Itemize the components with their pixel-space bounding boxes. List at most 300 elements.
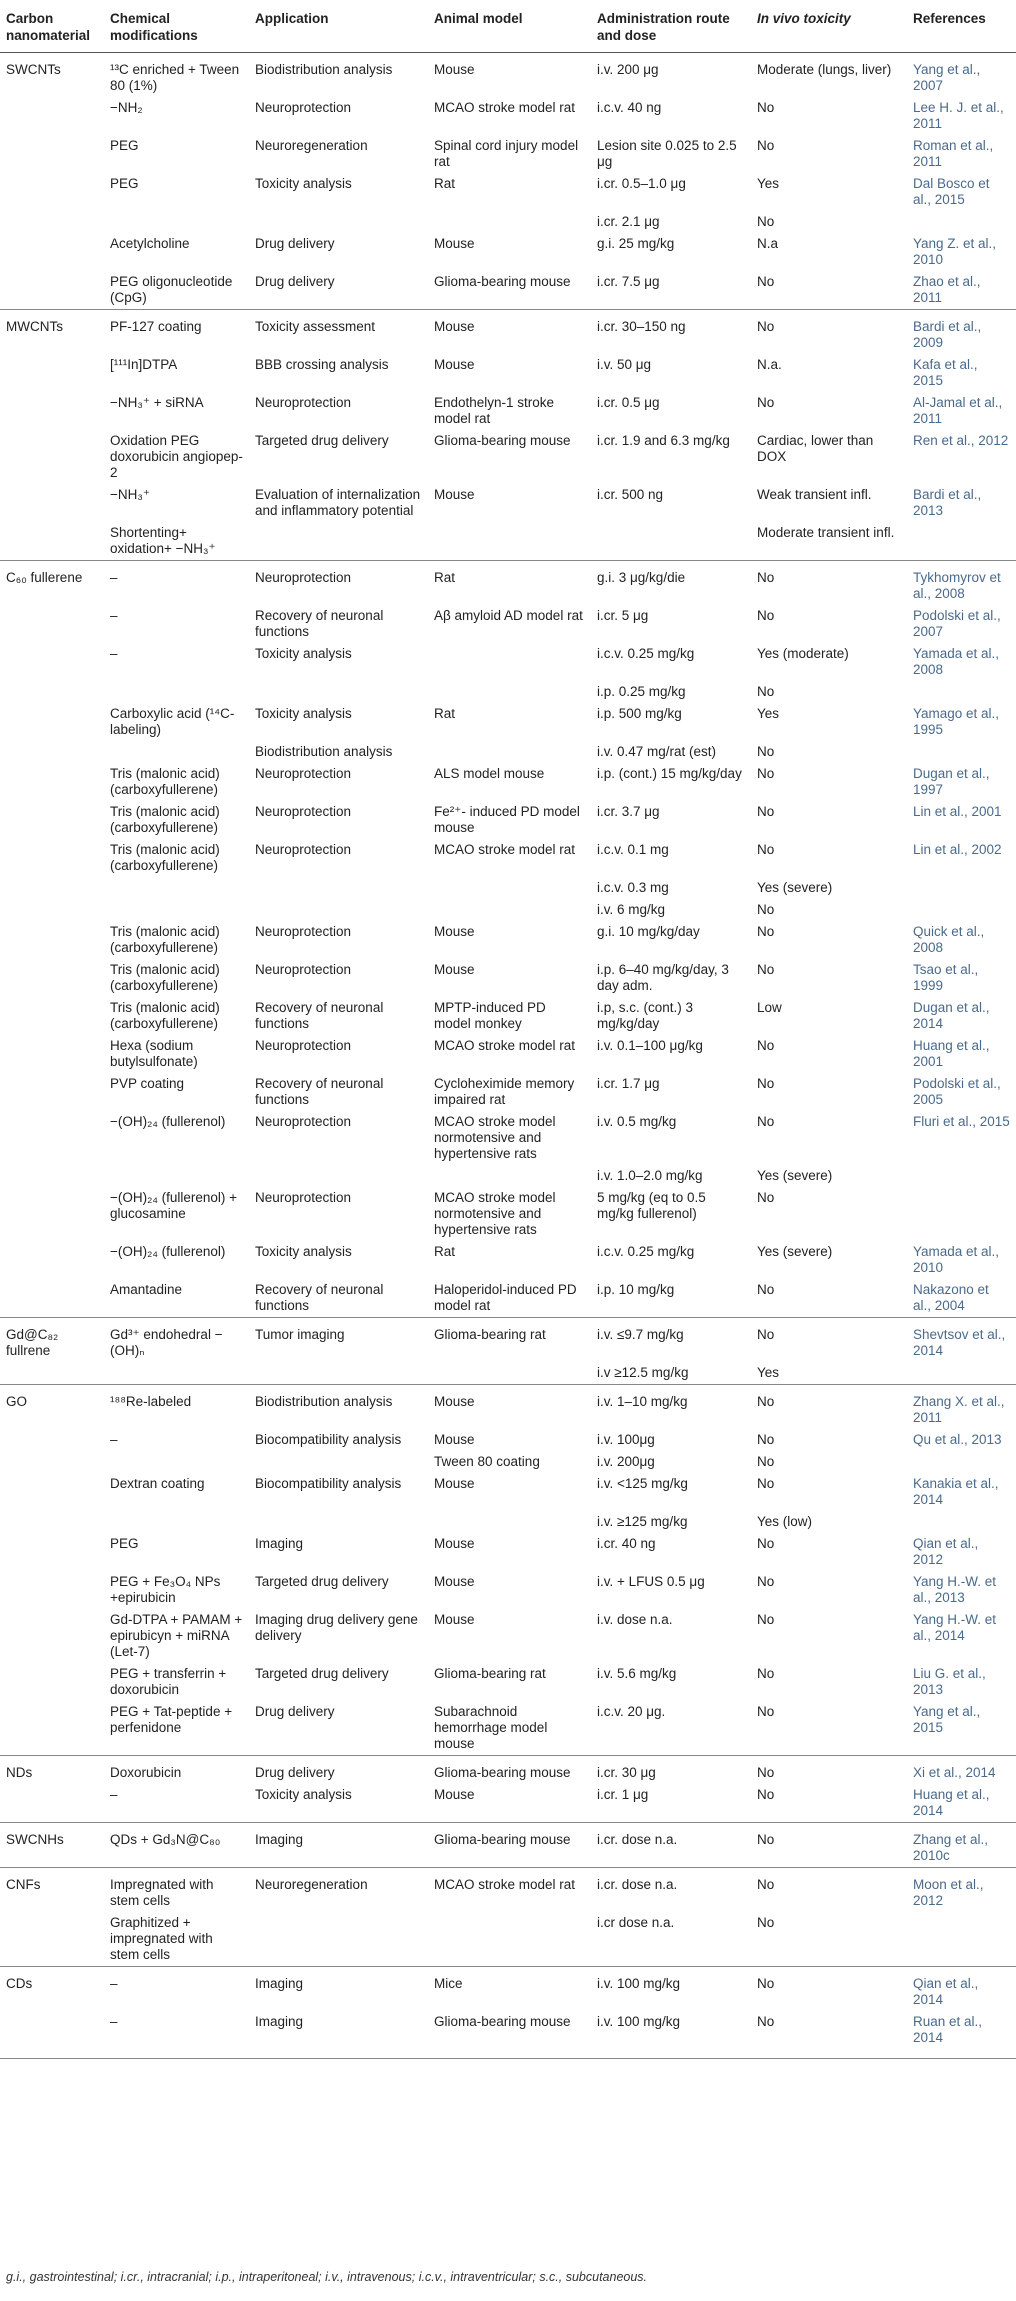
- cell-animal-model: Mice: [428, 1967, 591, 2012]
- cell-material: [0, 2011, 104, 2059]
- cell-material: [0, 1609, 104, 1663]
- cell-animal-model: Spinal cord injury model rat: [434, 138, 579, 169]
- cell-modification: –: [104, 561, 249, 606]
- cell-modification: [104, 1511, 249, 1533]
- table-row: [0, 703, 1016, 741]
- cell-application: Imaging: [249, 2011, 428, 2059]
- cell-material: SWCNHs: [0, 1823, 104, 1868]
- cell-animal-model: Rat: [434, 1244, 456, 1259]
- cell-modification: Carboxylic acid (¹⁴C-labeling): [110, 706, 235, 737]
- cell-material: [0, 1533, 104, 1571]
- cell-reference[interactable]: Zhang et al., 2010c: [907, 1823, 1016, 1868]
- cell-application: Neuroregeneration: [255, 138, 368, 153]
- table-row: [0, 1663, 1016, 1701]
- cell-application: Recovery of neuronal functions: [255, 1000, 384, 1031]
- cell-material: [0, 763, 104, 801]
- cell-application: Targeted drug delivery: [255, 1666, 389, 1681]
- col-header-material: Carbon nanomaterial: [0, 0, 104, 53]
- cell-modification: Graphitized + impregnated with stem cells: [110, 1915, 213, 1962]
- cell-application: Biodistribution analysis: [255, 62, 393, 77]
- table-row: [0, 1533, 1016, 1571]
- table-row: [0, 211, 1016, 233]
- cell-toxicity: No: [757, 1282, 775, 1297]
- cell-administration: i.c.v. 0.3 mg: [597, 880, 669, 895]
- cell-administration: i.p. 10 mg/kg: [597, 1282, 675, 1297]
- cell-animal-model: Cycloheximide memory impaired rat: [434, 1076, 575, 1107]
- cell-toxicity: Yes (severe): [757, 1244, 833, 1259]
- cell-administration: i.p. 500 mg/kg: [597, 706, 682, 721]
- table-row: [0, 921, 1016, 959]
- cell-reference[interactable]: Lin et al., 2002: [913, 842, 1002, 857]
- cell-reference[interactable]: Shevtsov et al., 2014: [907, 1318, 1016, 1363]
- cell-application: Recovery of neuronal functions: [255, 1076, 384, 1107]
- table-row: [0, 877, 1016, 899]
- cell-modification: −(OH)₂₄ (fullerenol) + glucosamine: [110, 1190, 238, 1221]
- cell-material: [0, 1473, 104, 1511]
- table-footnote: g.i., gastrointestinal; i.cr., intracranial; i.p., intraperitoneal; i.v., intravenous; i.c.v., intraventricular; s.c., subcutaneous.: [6, 2270, 648, 2284]
- cell-material: [0, 1451, 104, 1473]
- cell-modification: QDs + Gd₃N@C₈₀: [104, 1823, 249, 1868]
- cell-application: Toxicity analysis: [255, 646, 352, 661]
- cell-modification: Tris (malonic acid) (carboxyfullerene): [110, 1000, 220, 1031]
- cell-material: [0, 522, 104, 561]
- cell-reference[interactable]: Bardi et al., 2013: [913, 487, 982, 518]
- cell-animal-model: Tween 80 coating: [434, 1454, 540, 1469]
- cell-reference[interactable]: Yang Z. et al., 2010: [913, 236, 997, 267]
- cell-animal-model: MCAO stroke model normotensive and hypertensive rats: [434, 1190, 556, 1237]
- cell-modification: PEG + Fe₃O₄ NPs +epirubicin: [110, 1574, 221, 1605]
- cell-toxicity: Weak transient infl.: [757, 487, 872, 502]
- cell-modification: −NH₃⁺: [110, 487, 151, 502]
- table-row: [0, 310, 1016, 355]
- cell-administration: i.cr. 0.5–1.0 μg: [597, 176, 686, 191]
- cell-modification: PEG: [110, 176, 139, 191]
- cell-administration: i.v. 50 μg: [597, 357, 652, 372]
- cell-material: C₆₀ fullerene: [0, 561, 104, 606]
- cell-application: Biocompatibility analysis: [255, 1476, 402, 1491]
- cell-administration: i.cr. 1 μg: [597, 1787, 649, 1802]
- cell-material: [0, 354, 104, 392]
- cell-application: Neuroprotection: [255, 766, 352, 781]
- cell-animal-model: [428, 1165, 591, 1187]
- cell-administration: i.c.v. 0.25 mg/kg: [597, 1244, 695, 1259]
- cell-material: [0, 1912, 104, 1967]
- cell-modification: PEG: [110, 1536, 139, 1551]
- table-row: [0, 1756, 1016, 1785]
- cell-material: [0, 1511, 104, 1533]
- cell-toxicity: No: [757, 1666, 775, 1681]
- cell-application: Neuroprotection: [255, 962, 352, 977]
- cell-administration: i.cr. 40 ng: [597, 1536, 656, 1551]
- cell-material: Gd@C₈₂ fullrene: [0, 1318, 104, 1363]
- cell-reference[interactable]: Podolski et al., 2007: [913, 608, 1001, 639]
- cell-animal-model: Mouse: [434, 1432, 475, 1447]
- cell-modification: ¹³C enriched + Tween 80 (1%): [110, 62, 240, 93]
- cell-administration: i.cr. 500 ng: [597, 487, 664, 502]
- cell-material: [0, 643, 104, 681]
- cell-toxicity: No: [757, 100, 775, 115]
- table-row: [0, 271, 1016, 310]
- col-header-toxicity: In vivo toxicity: [751, 0, 907, 53]
- cell-toxicity: No: [757, 684, 775, 699]
- cell-toxicity: No: [751, 310, 907, 355]
- cell-administration: i.v. 200μg: [597, 1454, 655, 1469]
- cell-reference[interactable]: Tykhomyrov et al., 2008: [907, 561, 1016, 606]
- cell-reference[interactable]: Kafa et al., 2015: [913, 357, 978, 388]
- cell-reference[interactable]: Qu et al., 2013: [913, 1432, 1002, 1447]
- table-row: [0, 839, 1016, 877]
- cell-administration: i.cr. 3.7 μg: [597, 804, 660, 819]
- cell-material: [0, 1187, 104, 1241]
- cell-material: [0, 921, 104, 959]
- cell-reference[interactable]: Yamago et al., 1995: [913, 706, 1000, 737]
- cell-reference[interactable]: Moon et al., 2012: [907, 1868, 1016, 1913]
- cell-application: Imaging drug delivery gene delivery: [255, 1612, 418, 1643]
- cell-modification: Acetylcholine: [110, 236, 190, 251]
- cell-modification: Doxorubicin: [104, 1756, 249, 1785]
- cell-animal-model: Mouse: [428, 1385, 591, 1430]
- cell-toxicity: No: [757, 1704, 775, 1719]
- cell-application: Drug delivery: [255, 274, 335, 289]
- table-row: [0, 1073, 1016, 1111]
- cell-animal-model: Mouse: [434, 487, 475, 502]
- cell-material: CDs: [0, 1967, 104, 2012]
- cell-animal-model: Mouse: [434, 1476, 475, 1491]
- cell-material: GO: [0, 1385, 104, 1430]
- table-row: [0, 899, 1016, 921]
- table-row: [0, 1967, 1016, 2012]
- cell-reference[interactable]: Qian et al., 2014: [907, 1967, 1016, 2012]
- cell-animal-model: Glioma-bearing mouse: [428, 2011, 591, 2059]
- cell-toxicity: Yes: [757, 1365, 780, 1380]
- cell-modification: –: [104, 1967, 249, 2012]
- cell-toxicity: No: [757, 1787, 775, 1802]
- cell-modification: PEG: [110, 138, 139, 153]
- cell-animal-model: Aβ amyloid AD model rat: [434, 608, 583, 623]
- cell-toxicity: Yes (low): [757, 1514, 813, 1529]
- cell-reference[interactable]: Huang et al., 2001: [913, 1038, 990, 1069]
- table-row: [0, 1429, 1016, 1451]
- cell-toxicity: No: [757, 274, 775, 289]
- table-row: [0, 53, 1016, 98]
- cell-administration: i.cr. 2.1 μg: [597, 214, 660, 229]
- cell-material: [0, 430, 104, 484]
- cell-reference[interactable]: [907, 1187, 1016, 1241]
- cell-reference[interactable]: [907, 1511, 1016, 1533]
- cell-reference[interactable]: Lee H. J. et al., 2011: [913, 100, 1004, 131]
- table-header-row: [0, 0, 1016, 53]
- cell-modification: –: [104, 2011, 249, 2059]
- cell-administration: i.cr. dose n.a.: [591, 1823, 751, 1868]
- cell-reference[interactable]: Zhang X. et al., 2011: [907, 1385, 1016, 1430]
- cell-reference[interactable]: Podolski et al., 2005: [913, 1076, 1001, 1107]
- cell-administration: i.v. 0.5 mg/kg: [597, 1114, 677, 1129]
- cell-application: Toxicity assessment: [249, 310, 428, 355]
- cell-animal-model: MCAO stroke model rat: [434, 842, 576, 857]
- cell-application: Neuroprotection: [255, 1114, 352, 1129]
- table-row: [0, 1111, 1016, 1165]
- cell-reference[interactable]: Yang et al., 2015: [913, 1704, 981, 1735]
- cell-reference[interactable]: Nakazono et al., 2004: [913, 1282, 989, 1313]
- cell-application: Neuroprotection: [255, 1190, 352, 1205]
- cell-administration: i.cr. 30–150 ng: [591, 310, 751, 355]
- cell-application: Toxicity analysis: [255, 176, 352, 191]
- cell-application: Toxicity analysis: [255, 1787, 352, 1802]
- cell-toxicity: No: [751, 1823, 907, 1868]
- cell-reference[interactable]: [907, 1165, 1016, 1187]
- cell-animal-model: Mouse: [428, 310, 591, 355]
- cell-administration: i.v ≥12.5 mg/kg: [597, 1365, 689, 1380]
- cell-toxicity: N.a: [757, 236, 779, 251]
- cell-material: [0, 211, 104, 233]
- cell-modification: −NH₃⁺ + siRNA: [110, 395, 204, 410]
- cell-administration: i.v. 0.47 mg/rat (est): [597, 744, 717, 759]
- cell-modification: −(OH)₂₄ (fullerenol): [110, 1244, 226, 1259]
- cell-animal-model: Rat: [428, 561, 591, 606]
- cell-modification: PEG + Tat-peptide + perfenidone: [110, 1704, 233, 1735]
- col-header-administration: Administration route and dose: [591, 0, 751, 53]
- cell-application: Evaluation of internalization and inflammatory potential: [255, 487, 421, 518]
- cell-material: [0, 173, 104, 211]
- cell-animal-model: [428, 211, 591, 233]
- cell-reference[interactable]: [907, 741, 1016, 763]
- cell-animal-model: ALS model mouse: [434, 766, 545, 781]
- cell-modification: –: [110, 646, 118, 661]
- cell-application: Biocompatibility analysis: [255, 1432, 402, 1447]
- cell-reference[interactable]: Dugan et al., 2014: [913, 1000, 990, 1031]
- table-row: [0, 1241, 1016, 1279]
- cell-material: [0, 392, 104, 430]
- cell-material: [0, 1701, 104, 1756]
- cell-reference[interactable]: Liu G. et al., 2013: [913, 1666, 986, 1697]
- cell-reference[interactable]: Ruan et al., 2014: [907, 2011, 1016, 2059]
- cell-administration: i.c.v. 0.1 mg: [597, 842, 669, 857]
- table-row: [0, 392, 1016, 430]
- table-row: [0, 2011, 1016, 2059]
- cell-material: [0, 1571, 104, 1609]
- cell-reference[interactable]: [907, 1912, 1016, 1967]
- table-row: [0, 1609, 1016, 1663]
- cell-application: [249, 877, 428, 899]
- cell-application: Drug delivery: [249, 1756, 428, 1785]
- cell-reference[interactable]: Dal Bosco et al., 2015: [913, 176, 990, 207]
- cell-reference[interactable]: Zhao et al., 2011: [913, 274, 981, 305]
- table-row: [0, 484, 1016, 522]
- cell-material: [0, 1663, 104, 1701]
- cell-toxicity: No: [757, 1612, 775, 1627]
- cell-material: [0, 801, 104, 839]
- cell-animal-model: Mouse: [434, 62, 475, 77]
- table-row: [0, 430, 1016, 484]
- col-header-modifications: Chemical modifications: [104, 0, 249, 53]
- cell-modification: [104, 1362, 249, 1385]
- cell-application: [249, 1511, 428, 1533]
- cell-material: MWCNTs: [0, 310, 104, 355]
- cell-administration: i.cr. dose n.a.: [591, 1868, 751, 1913]
- cell-administration: i.v. <125 mg/kg: [597, 1476, 688, 1491]
- cell-animal-model: [428, 643, 591, 681]
- cell-material: [0, 1165, 104, 1187]
- cell-reference[interactable]: Yang H.-W. et al., 2013: [913, 1574, 997, 1605]
- cell-modification: –: [110, 608, 118, 623]
- table-row: [0, 1165, 1016, 1187]
- cell-application: Imaging: [249, 1823, 428, 1868]
- cell-toxicity: No: [757, 1476, 775, 1491]
- cell-reference[interactable]: Al-Jamal et al., 2011: [913, 395, 1003, 426]
- cell-reference[interactable]: [907, 681, 1016, 703]
- cell-application: Biodistribution analysis: [249, 1385, 428, 1430]
- cell-reference[interactable]: [907, 522, 1016, 561]
- cell-reference[interactable]: Bardi et al., 2009: [907, 310, 1016, 355]
- cell-toxicity: No: [757, 962, 775, 977]
- cell-modification: [¹¹¹In]DTPA: [110, 357, 178, 372]
- cell-application: Targeted drug delivery: [255, 433, 389, 448]
- cell-material: [0, 1111, 104, 1165]
- cell-modification: ¹⁸⁸Re-labeled: [104, 1385, 249, 1430]
- cell-animal-model: Mouse: [434, 357, 475, 372]
- table-row: [0, 681, 1016, 703]
- cell-administration: i.v. 200 μg: [597, 62, 659, 77]
- table-row: [0, 561, 1016, 606]
- cell-application: Neuroprotection: [249, 561, 428, 606]
- table-row: [0, 763, 1016, 801]
- cell-application: [249, 1165, 428, 1187]
- cell-reference[interactable]: Yang et al., 2007: [913, 62, 981, 93]
- cell-reference[interactable]: Quick et al., 2008: [913, 924, 985, 955]
- cell-reference[interactable]: Fluri et al., 2015: [913, 1114, 1010, 1129]
- table-row: [0, 1362, 1016, 1385]
- cell-application: Biodistribution analysis: [255, 744, 393, 759]
- cell-animal-model: Mouse: [434, 1536, 475, 1551]
- cell-administration: i.c.v. 0.25 mg/kg: [597, 646, 695, 661]
- table-row: [0, 1187, 1016, 1241]
- cell-reference[interactable]: Yamada et al., 2008: [913, 646, 1000, 677]
- cell-application: [249, 681, 428, 703]
- cell-reference[interactable]: Huang et al., 2014: [913, 1787, 990, 1818]
- cell-application: Neuroprotection: [255, 1038, 352, 1053]
- cell-reference[interactable]: Yang H.-W. et al., 2014: [913, 1612, 997, 1643]
- cell-animal-model: Glioma-bearing mouse: [428, 1756, 591, 1785]
- cell-reference[interactable]: [907, 899, 1016, 921]
- cell-toxicity: No: [751, 1868, 907, 1913]
- cell-animal-model: [428, 681, 591, 703]
- cell-modification: [104, 1451, 249, 1473]
- cell-application: Neuroprotection: [255, 395, 352, 410]
- cell-modification: Tris (malonic acid) (carboxyfullerene): [110, 924, 220, 955]
- cell-reference[interactable]: Lin et al., 2001: [913, 804, 1002, 819]
- cell-reference[interactable]: [907, 1362, 1016, 1385]
- cell-modification: PEG oligonucleotide (CpG): [110, 274, 233, 305]
- cell-toxicity: No: [757, 804, 775, 819]
- cell-material: [0, 703, 104, 741]
- cell-toxicity: Moderate transient infl.: [757, 525, 895, 540]
- cell-toxicity: No: [757, 1190, 775, 1205]
- cell-animal-model: [428, 877, 591, 899]
- cell-animal-model: Glioma-bearing rat: [434, 1666, 546, 1681]
- cell-administration: g.i. 10 mg/kg/day: [597, 924, 700, 939]
- table-row: [0, 522, 1016, 561]
- cell-modification: [104, 1165, 249, 1187]
- cell-toxicity: No: [751, 1756, 907, 1785]
- table-row: [0, 1385, 1016, 1430]
- cell-reference[interactable]: Kanakia et al., 2014: [913, 1476, 999, 1507]
- cell-animal-model: Glioma-bearing mouse: [434, 274, 571, 289]
- cell-animal-model: [428, 899, 591, 921]
- cell-administration: i.cr. 7.5 μg: [597, 274, 660, 289]
- cell-reference[interactable]: Roman et al., 2011: [913, 138, 994, 169]
- cell-animal-model: Rat: [434, 706, 456, 721]
- table-row: [0, 1318, 1016, 1363]
- cell-toxicity: No: [757, 766, 775, 781]
- cell-modification: Dextran coating: [110, 1476, 205, 1491]
- cell-material: CNFs: [0, 1868, 104, 1913]
- table-row: [0, 801, 1016, 839]
- cell-modification: Tris (malonic acid) (carboxyfullerene): [110, 842, 220, 873]
- cell-reference[interactable]: [907, 211, 1016, 233]
- cell-toxicity: Cardiac, lower than DOX: [757, 433, 874, 464]
- cell-material: [0, 839, 104, 877]
- cell-toxicity: No: [751, 1967, 907, 2012]
- cell-toxicity: No: [757, 608, 775, 623]
- cell-toxicity: No: [757, 842, 775, 857]
- cell-application: Neuroregeneration: [249, 1868, 428, 1913]
- table-row: [0, 135, 1016, 173]
- cell-application: Recovery of neuronal functions: [255, 608, 384, 639]
- cell-toxicity: No: [757, 1454, 775, 1469]
- cell-reference[interactable]: Yamada et al., 2010: [913, 1244, 1000, 1275]
- cell-material: [0, 959, 104, 997]
- cell-modification: [104, 877, 249, 899]
- col-header-animal-model: Animal model: [428, 0, 591, 53]
- table-row: [0, 97, 1016, 135]
- cell-reference[interactable]: Xi et al., 2014: [907, 1756, 1016, 1785]
- cell-material: [0, 605, 104, 643]
- cell-application: Imaging: [249, 1967, 428, 2012]
- cell-administration: i.cr. 0.5 μg: [597, 395, 660, 410]
- cell-modification: [104, 899, 249, 921]
- cell-application: [249, 522, 428, 561]
- cell-modification: −NH₂: [110, 100, 143, 115]
- cell-reference[interactable]: Ren et al., 2012: [913, 433, 1009, 448]
- cell-toxicity: No: [757, 395, 775, 410]
- cell-application: Recovery of neuronal functions: [255, 1282, 384, 1313]
- cell-application: [249, 1912, 428, 1967]
- cell-toxicity: No: [757, 1536, 775, 1551]
- cell-administration: i.v. 1–10 mg/kg: [591, 1385, 751, 1430]
- table-row: [0, 959, 1016, 997]
- cell-reference[interactable]: [907, 1451, 1016, 1473]
- cell-application: Neuroprotection: [255, 842, 352, 857]
- cell-toxicity: Yes (severe): [757, 1168, 833, 1183]
- cell-toxicity: N.a.: [757, 357, 782, 372]
- cell-reference[interactable]: Dugan et al., 1997: [913, 766, 990, 797]
- cell-toxicity: Yes (severe): [757, 880, 833, 895]
- cell-modification: Oxidation PEG doxorubicin angiopep-2: [110, 433, 243, 480]
- cell-modification: −(OH)₂₄ (fullerenol): [110, 1114, 226, 1129]
- cell-animal-model: Mouse: [434, 924, 475, 939]
- cell-reference[interactable]: [907, 877, 1016, 899]
- cell-application: [249, 1362, 428, 1385]
- cell-toxicity: No: [757, 924, 775, 939]
- cell-modification: Tris (malonic acid) (carboxyfullerene): [110, 766, 220, 797]
- cell-modification: Gd-DTPA + PAMAM + epirubicyn + miRNA (Let-7): [110, 1612, 243, 1659]
- cell-toxicity: Moderate (lungs, liver): [757, 62, 892, 77]
- cell-administration: i.v. 1.0–2.0 mg/kg: [597, 1168, 703, 1183]
- cell-modification: Tris (malonic acid) (carboxyfullerene): [110, 804, 220, 835]
- cell-toxicity: No: [757, 138, 775, 153]
- cell-reference[interactable]: Tsao et al., 1999: [913, 962, 979, 993]
- cell-reference[interactable]: Qian et al., 2012: [913, 1536, 979, 1567]
